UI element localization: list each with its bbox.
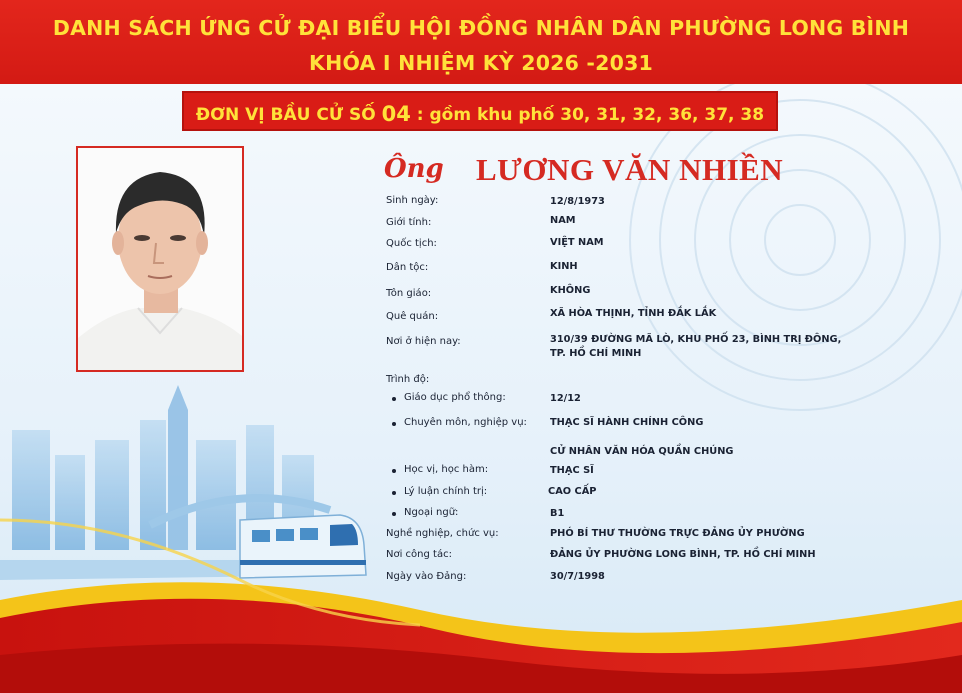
electoral-unit-banner <box>182 91 778 131</box>
residence-value-line2: TP. HỒ CHÍ MINH <box>550 348 642 359</box>
page-subtitle: KHÓA I NHIỆM KỲ 2026 -2031 <box>309 51 653 75</box>
specialty-label: Chuyên môn, nghiệp vụ: <box>404 417 527 428</box>
metro-train <box>240 515 366 578</box>
job-value: PHÓ BÍ THƯ THƯỜNG TRỰC ĐẢNG ỦY PHƯỜNG <box>550 528 805 539</box>
religion-label: Tôn giáo: <box>386 288 432 299</box>
nationality-value: VIỆT NAM <box>550 237 604 248</box>
nationality-label: Quốc tịch: <box>386 238 437 249</box>
specialty-value-line2: CỬ NHÂN VĂN HÓA QUẦN CHÚNG <box>550 446 734 457</box>
politics-value: CAO CẤP <box>548 486 597 497</box>
unit-number: 04 <box>381 102 411 126</box>
workplace-value: ĐẢNG ỦY PHƯỜNG LONG BÌNH, TP. HỒ CHÍ MINH <box>550 549 816 560</box>
degree-label: Học vị, học hàm: <box>404 464 489 475</box>
religion-value: KHÔNG <box>550 285 591 296</box>
workplace-label: Nơi công tác: <box>386 549 452 560</box>
language-value: B1 <box>550 508 565 519</box>
candidate-photo <box>76 146 244 372</box>
hometown-label: Quê quán: <box>386 311 439 322</box>
residence-value-line1: 310/39 ĐƯỜNG MÃ LÒ, KHU PHỐ 23, BÌNH TRỊ ĐÔNG, <box>550 334 842 345</box>
job-label: Nghề nghiệp, chức vụ: <box>386 528 499 539</box>
electoral-unit-text <box>184 101 776 125</box>
bullet-icon <box>392 422 396 426</box>
unit-suffix: : gồm khu phố 30, 31, 32, 36, 37, 38 <box>410 105 765 125</box>
candidate-name: LƯƠNG VĂN NHIỀN <box>476 152 784 187</box>
candidate-honorific: Ông <box>384 154 444 184</box>
unit-prefix: ĐƠN VỊ BẦU CỬ SỐ <box>195 105 382 125</box>
bullet-icon <box>392 469 396 473</box>
page-title: DANH SÁCH ỨNG CỬ ĐẠI BIỂU HỘI ĐỒNG NHÂN DÂN PHƯỜNG LONG BÌNH <box>52 16 910 40</box>
specialty-value-line1: THẠC SĨ HÀNH CHÍNH CÔNG <box>550 417 704 428</box>
language-label: Ngoại ngữ: <box>404 507 459 518</box>
bullet-icon <box>392 491 396 495</box>
party-date-value: 30/7/1998 <box>550 571 605 582</box>
gender-value: NAM <box>550 215 576 226</box>
hometown-value: XÃ HÒA THỊNH, TỈNH ĐẮK LẮK <box>550 308 717 319</box>
degree-value: THẠC SĨ <box>550 465 594 476</box>
ethnicity-value: KINH <box>550 261 578 272</box>
dob-label: Sinh ngày: <box>386 195 439 206</box>
portrait-image <box>78 148 242 370</box>
bullet-icon <box>392 512 396 516</box>
party-date-label: Ngày vào Đảng: <box>386 571 467 582</box>
education-label: Trình độ: <box>386 374 430 385</box>
general-education-label: Giáo dục phổ thông: <box>404 392 506 403</box>
general-education-value: 12/12 <box>550 393 581 404</box>
dob-value: 12/8/1973 <box>550 196 605 207</box>
residence-label: Nơi ở hiện nay: <box>386 336 461 347</box>
ethnicity-label: Dân tộc: <box>386 262 429 273</box>
politics-label: Lý luận chính trị: <box>404 486 488 497</box>
bullet-icon <box>392 397 396 401</box>
gender-label: Giới tính: <box>386 217 432 228</box>
